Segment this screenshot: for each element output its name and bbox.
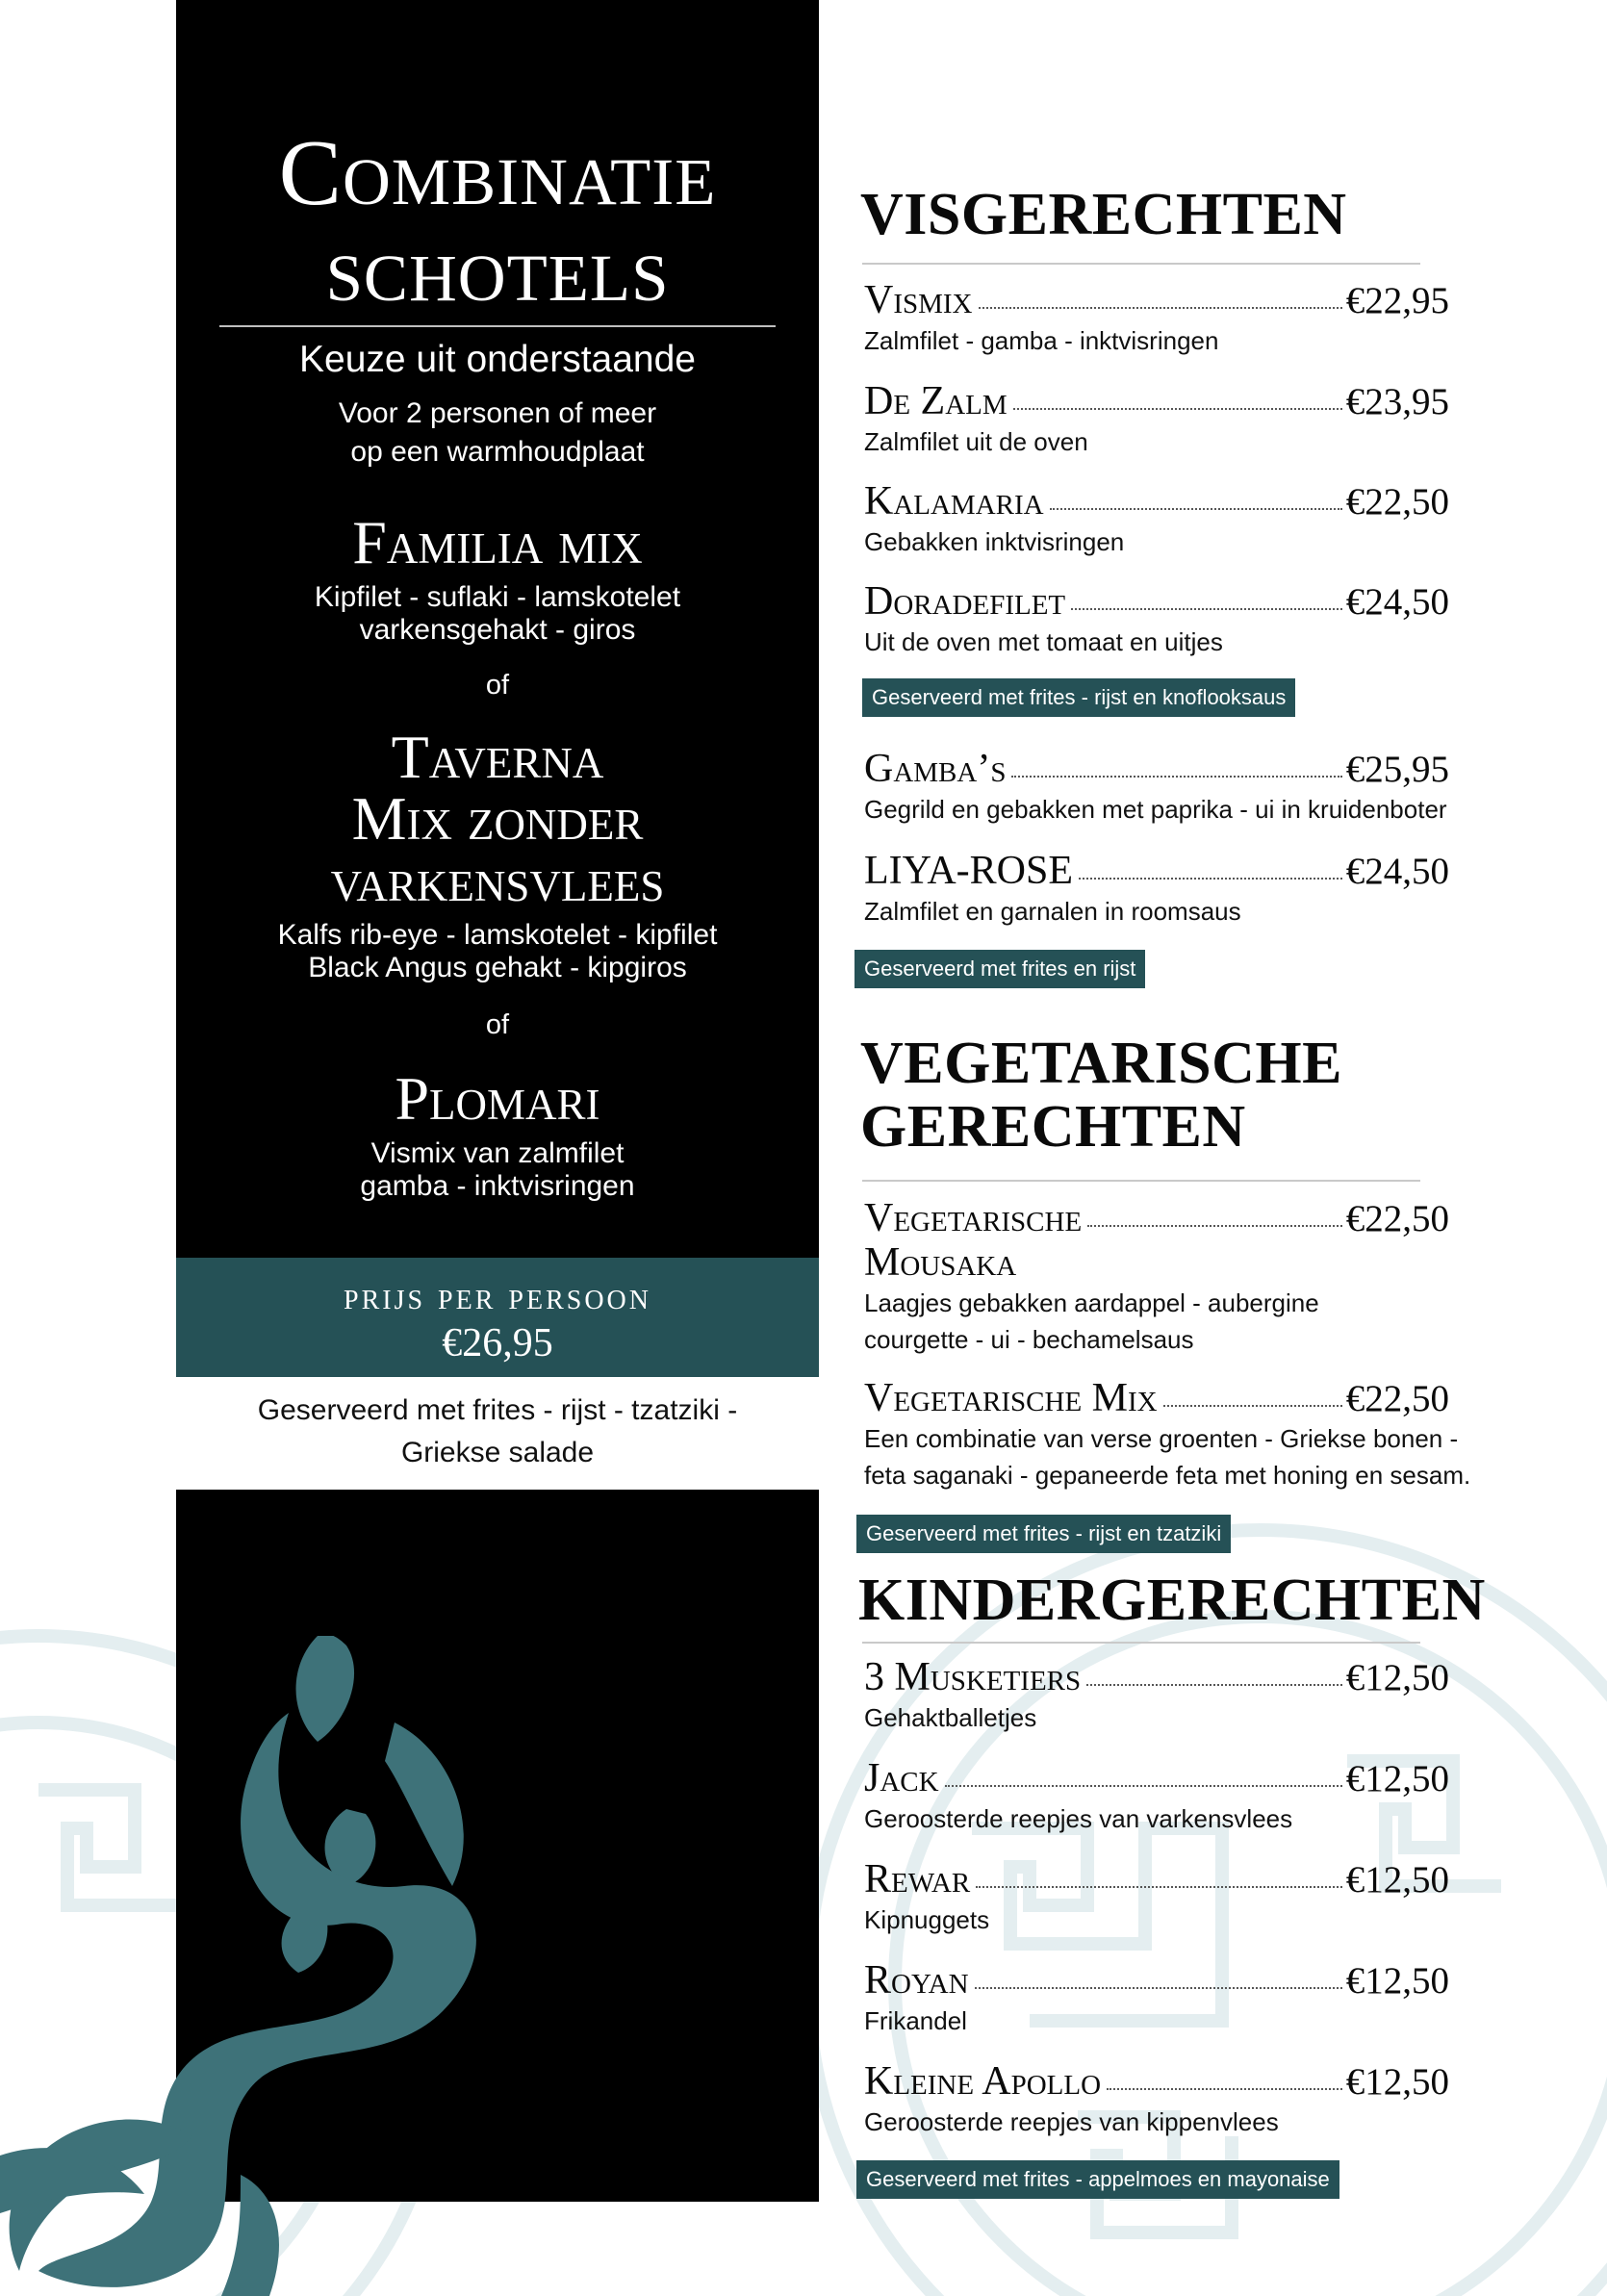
served-with-tag: Geserveerd met frites en rijst — [855, 950, 1145, 988]
item-price: €12,50 — [1345, 2061, 1449, 2103]
combinatie-title: Combinatie schotels — [278, 121, 717, 321]
item-price: €25,95 — [1345, 749, 1449, 790]
item-price: €22,50 — [1345, 481, 1449, 523]
menu-item: Doradefilet €24,50 Uit de oven met tomaat en uitjes — [864, 579, 1449, 656]
price-label: prijs per persoon — [344, 1274, 651, 1317]
menu-item: 3 Musketiers €12,50 Gehaktballetjes — [864, 1655, 1449, 1732]
item-price: €22,95 — [1345, 280, 1449, 321]
divider — [862, 1642, 1420, 1644]
item-price: €12,50 — [1345, 1960, 1449, 2002]
section-title-kindergerechten: KINDERGERECHTEN — [858, 1568, 1486, 1633]
menu-item: Vegetarische Mix €22,50 Een combinatie van verse groenten - Griekse bonen - feta saganaki - gepaneerde feta met honing en sesam. — [864, 1376, 1471, 1490]
item-price: €12,50 — [1345, 1758, 1449, 1799]
menu-item: De Zalm €23,95 Zalmfilet uit de oven — [864, 379, 1449, 456]
separator-of: of — [485, 670, 510, 701]
swirl-flourish-icon — [0, 1636, 577, 2296]
section-title-vegetarisch: VEGETARISCHE GERECHTEN — [860, 1031, 1342, 1160]
combinatie-panel — [176, 0, 819, 1258]
divider — [219, 325, 776, 327]
menu-item: Vismix €22,95 Zalmfilet - gamba - inktvisringen — [864, 278, 1449, 355]
combo-option-familia: Familia mix Kipfilet - suflaki - lamskotelet varkensgehakt - giros — [314, 508, 681, 646]
item-price: €24,50 — [1345, 851, 1449, 892]
served-with-tag: Geserveerd met frites - appelmoes en mayonaise — [856, 2160, 1339, 2199]
item-price: €24,50 — [1345, 581, 1449, 623]
item-price: €12,50 — [1345, 1657, 1449, 1698]
menu-item: LIYA-ROSE €24,50 Zalmfilet en garnalen in roomsaus — [864, 849, 1449, 926]
item-price: €22,50 — [1345, 1378, 1449, 1419]
item-price: €22,50 — [1345, 1198, 1449, 1239]
combo-option-plomari: Plomari Vismix van zalmfilet gamba - inktvisringen — [360, 1064, 635, 1202]
served-with-tag: Geserveerd met frites - rijst en knoflooksaus — [862, 678, 1295, 717]
menu-item: Gamba’s €25,95 Gegrild en gebakken met paprika - ui in kruidenboter — [864, 747, 1449, 824]
item-price: €23,95 — [1345, 381, 1449, 422]
combinatie-info: Voor 2 personen of meer op een warmhoudplaat — [338, 397, 657, 468]
menu-item: Rewar €12,50 Kipnuggets — [864, 1857, 1449, 1934]
menu-item: Royan €12,50 Frikandel — [864, 1958, 1449, 2035]
section-title-visgerechten: VISGERECHTEN — [860, 182, 1347, 247]
divider — [862, 263, 1420, 265]
price-value: €26,95 — [442, 1321, 553, 1365]
menu-item: Kalamaria €22,50 Gebakken inktvisringen — [864, 479, 1449, 556]
divider — [862, 1180, 1420, 1182]
price-per-person-bar — [176, 1258, 819, 1377]
combinatie-subtitle: Keuze uit onderstaande — [299, 339, 696, 380]
menu-item: Jack €12,50 Geroosterde reepjes van varkensvlees — [864, 1756, 1449, 1833]
separator-of: of — [485, 1009, 510, 1040]
item-price: €12,50 — [1345, 1859, 1449, 1901]
served-with-tag: Geserveerd met frites - rijst en tzatziki — [856, 1515, 1231, 1553]
menu-item: Kleine Apollo €12,50 Geroosterde reepjes van kippenvlees — [864, 2059, 1449, 2136]
combinatie-served-note: Geserveerd met frites - rijst - tzatziki - Griekse salade — [257, 1394, 738, 1468]
combo-option-taverna: Taverna Mix zonder varkensvlees Kalfs rib-eye - lamskotelet - kipfilet Black Angus gehakt - kipgiros — [277, 723, 718, 983]
menu-item: Vegetarische €22,50 Mousaka Laagjes gebakken aardappel - aubergine courgette - ui - bechamelsaus — [864, 1196, 1449, 1354]
